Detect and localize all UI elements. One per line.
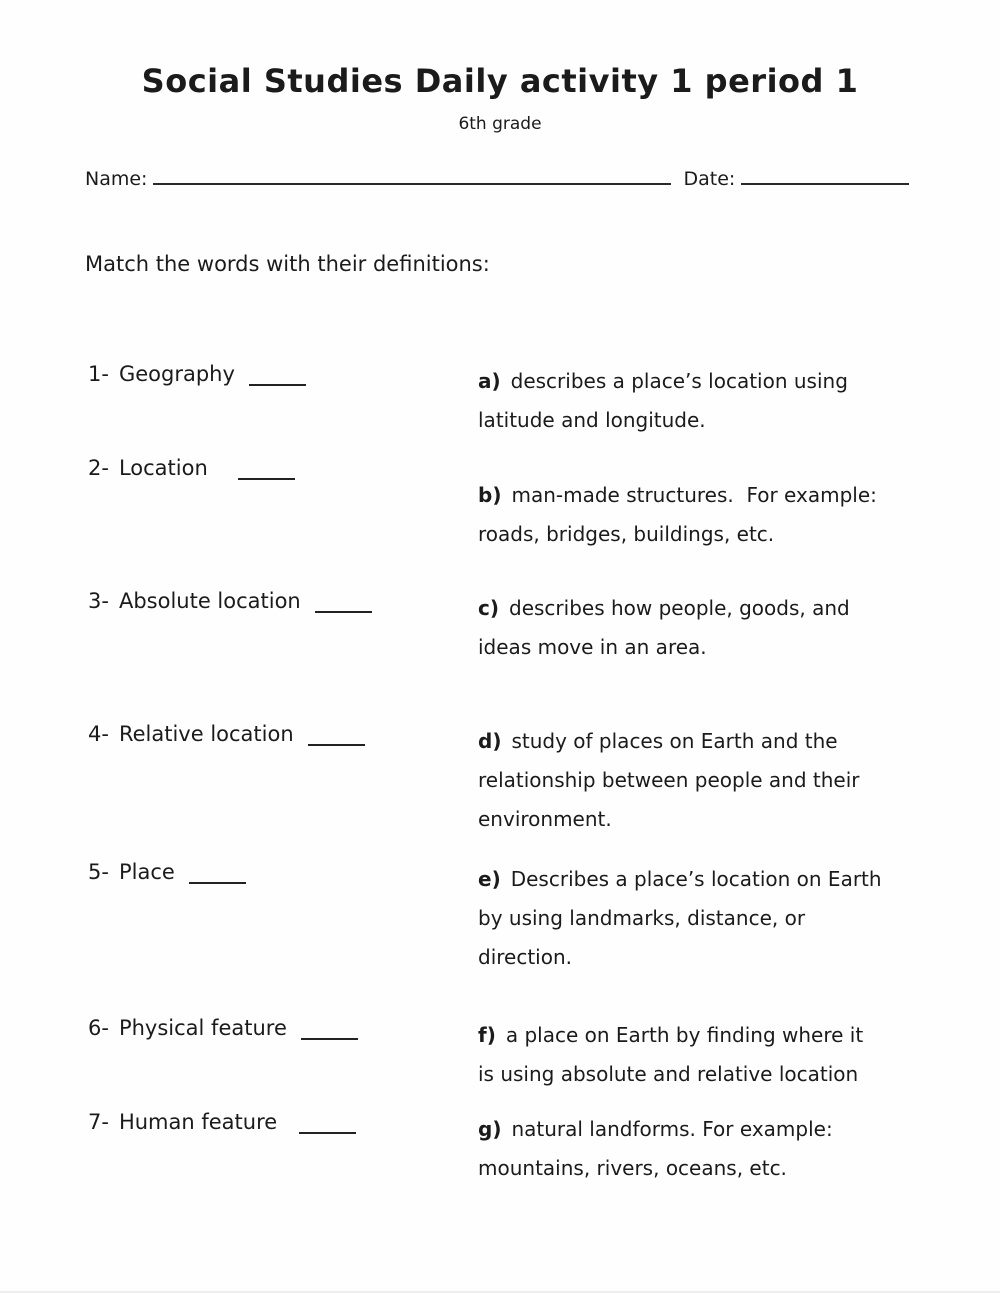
definition-text: roads, bridges, buildings, etc. [478,522,775,546]
definition-text: by using landmarks, distance, or [478,906,806,930]
definition-text: direction. [478,945,573,969]
definition-a [478,362,968,440]
definition-g [478,1110,968,1188]
definition-letter: b) [478,483,502,507]
term-physical-feature [88,1016,358,1040]
term-number: 1- [88,362,109,386]
definition-text: describes a place’s location using [510,369,848,393]
term-label: Relative location [118,722,294,746]
term-label: Physical feature [118,1016,287,1040]
definition-f [478,1016,968,1094]
page-subtitle: 6th grade [458,114,542,134]
name-input-line[interactable] [153,169,671,185]
term-geography [88,362,306,386]
term-number: 2- [88,456,109,480]
term-human-feature [88,1110,356,1134]
name-label: Name: [85,168,148,190]
answer-blank-3[interactable] [315,597,372,613]
answer-blank-2[interactable] [238,464,295,480]
definition-e [478,860,968,977]
page-title: Social Studies Daily activity 1 period 1 [141,62,859,100]
definition-text: man-made structures. For example: [511,483,877,507]
definition-letter: a) [478,369,501,393]
term-absolute-location [88,589,372,613]
term-number: 3- [88,589,109,613]
definition-text: describes how people, goods, and [509,596,850,620]
answer-blank-6[interactable] [301,1024,358,1040]
definition-letter: e) [478,867,501,891]
term-label: Location [118,456,208,480]
term-label: Human feature [118,1110,278,1134]
definition-letter: d) [478,729,502,753]
definition-b [478,476,968,554]
term-place [88,860,246,884]
answer-blank-1[interactable] [249,370,306,386]
date-input-line[interactable] [741,169,909,185]
definition-letter: g) [478,1117,502,1141]
answer-blank-5[interactable] [189,868,246,884]
definition-text: environment. [478,807,612,831]
definition-letter: f) [478,1023,496,1047]
definition-text: mountains, rivers, oceans, etc. [478,1156,787,1180]
term-label: Place [118,860,175,884]
definition-text: ideas move in an area. [478,635,707,659]
definition-text: study of places on Earth and the [511,729,838,753]
definition-text: relationship between people and their [478,768,860,792]
answer-blank-7[interactable] [299,1118,356,1134]
term-number: 5- [88,860,109,884]
term-number: 7- [88,1110,109,1134]
term-label: Geography [118,362,235,386]
definition-c [478,589,968,667]
definition-text: is using absolute and relative location [478,1062,859,1086]
term-number: 4- [88,722,109,746]
term-number: 6- [88,1016,109,1040]
term-label: Absolute location [118,589,301,613]
definition-text: a place on Earth by finding where it [505,1023,864,1047]
definition-text: natural landforms. For example: [511,1117,833,1141]
name-date-row [85,168,909,190]
date-label: Date: [683,168,736,190]
answer-blank-4[interactable] [308,730,365,746]
instructions-text: Match the words with their definitions: [85,252,490,276]
definition-d [478,722,968,839]
definition-text: latitude and longitude. [478,408,706,432]
definition-text: Describes a place’s location on Earth [510,867,882,891]
term-relative-location [88,722,365,746]
definition-letter: c) [478,596,499,620]
term-location [88,456,295,480]
